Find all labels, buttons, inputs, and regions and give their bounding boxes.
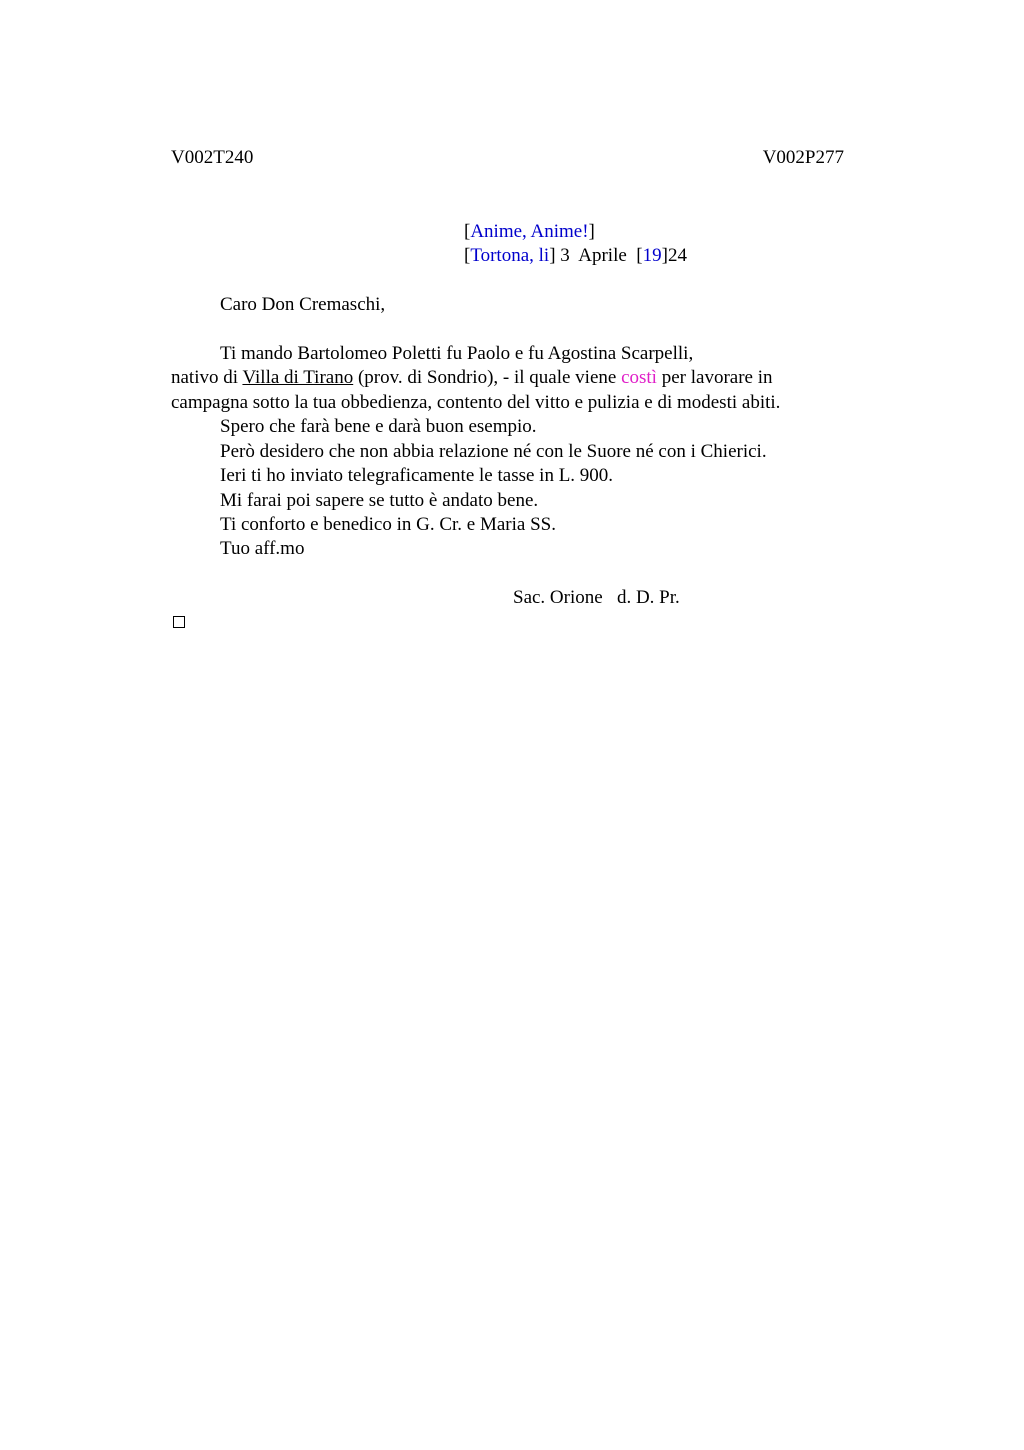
salutation: Caro Don Cremaschi, bbox=[220, 294, 386, 315]
end-square-icon bbox=[173, 616, 185, 628]
body-line-1: Ti mando Bartolomeo Poletti fu Paolo e fu Agostina Scarpelli, bbox=[220, 343, 694, 364]
title-text: Anime, Anime! bbox=[470, 221, 589, 242]
signature: Sac. Orione d. D. Pr. bbox=[513, 587, 680, 608]
body-line-2: nativo di Villa di Tirano (prov. di Sondrio), - il quale viene costì per lavorare in bbox=[171, 367, 773, 388]
letter-date: [Tortona, li] 3 Aprile [19]24 bbox=[464, 245, 687, 266]
place-text: Tortona, li bbox=[470, 245, 550, 266]
document-code-right: V002P277 bbox=[762, 147, 844, 168]
document-code-left: V002T240 bbox=[171, 147, 254, 168]
body-line-7: Mi farai poi sapere se tutto è andato bene. bbox=[220, 490, 539, 511]
body-line-5: Però desidero che non abbia relazione né con le Suore né con i Chierici. bbox=[220, 441, 767, 462]
body-line-4: Spero che farà bene e darà buon esempio. bbox=[220, 416, 537, 437]
letter-title: [Anime, Anime!] bbox=[464, 221, 595, 242]
body-line-8: Ti conforto e benedico in G. Cr. e Maria SS. bbox=[220, 514, 556, 535]
highlighted-word: costì bbox=[621, 367, 657, 388]
closing: Tuo aff.mo bbox=[220, 538, 305, 559]
place-name: Villa di Tirano bbox=[242, 367, 354, 388]
year-prefix: 19 bbox=[642, 245, 662, 266]
body-line-3: campagna sotto la tua obbedienza, contento del vitto e pulizia e di modesti abiti. bbox=[171, 392, 781, 413]
body-line-6: Ieri ti ho inviato telegraficamente le tasse in L. 900. bbox=[220, 465, 614, 486]
